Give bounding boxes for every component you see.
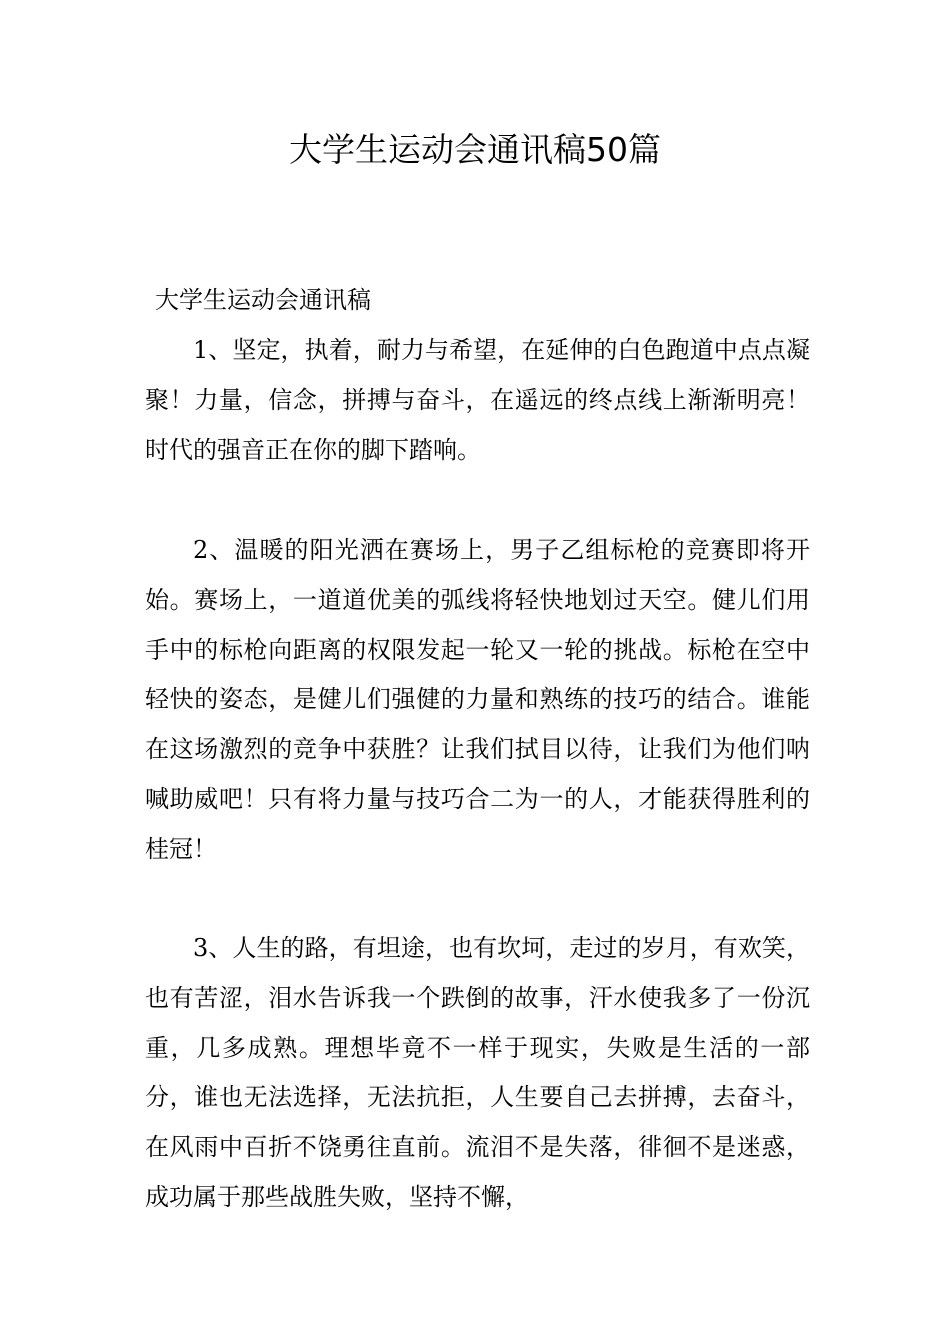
document-subtitle: 大学生运动会通讯稿 <box>155 286 371 314</box>
document-title: 大学生运动会通讯稿50篇 <box>289 130 661 169</box>
paragraph-2: 2、温暖的阳光洒在赛场上，男子乙组标枪的竞赛即将开始。赛场上，一道道优美的弧线将轻快地划过天空。健儿们用手中的标枪向距离的权限发起一轮又一轮的挑战。标枪在空中轻快的姿态，是健儿们强健的力量和熟练的技巧的结合。谁能在这场激烈的竞争中获胜？让我们拭目以待，让我们为他们呐喊助威吧！只有将力量与技巧合二为一的人，才能获得胜利的桂冠！ <box>145 536 810 863</box>
paragraph-3: 3、人生的路，有坦途，也有坎坷，走过的岁月，有欢笑，也有苦涩，泪水告诉我一个跌倒的故事，汗水使我多了一份沉重，几多成熟。理想毕竟不一样于现实，失败是生活的一部分，谁也无法选择，无法抗拒，人生要自己去拼搏，去奋斗，在风雨中百折不饶勇往直前。流泪不是失落，徘徊不是迷惑，成功属于那些战胜失败，坚持不懈， <box>145 934 810 1211</box>
paragraph-1: 1、坚定，执着，耐力与希望，在延伸的白色跑道中点点凝聚！力量，信念，拼搏与奋斗，在遥远的终点线上渐渐明亮！时代的强音正在你的脚下踏响。 <box>145 336 810 464</box>
